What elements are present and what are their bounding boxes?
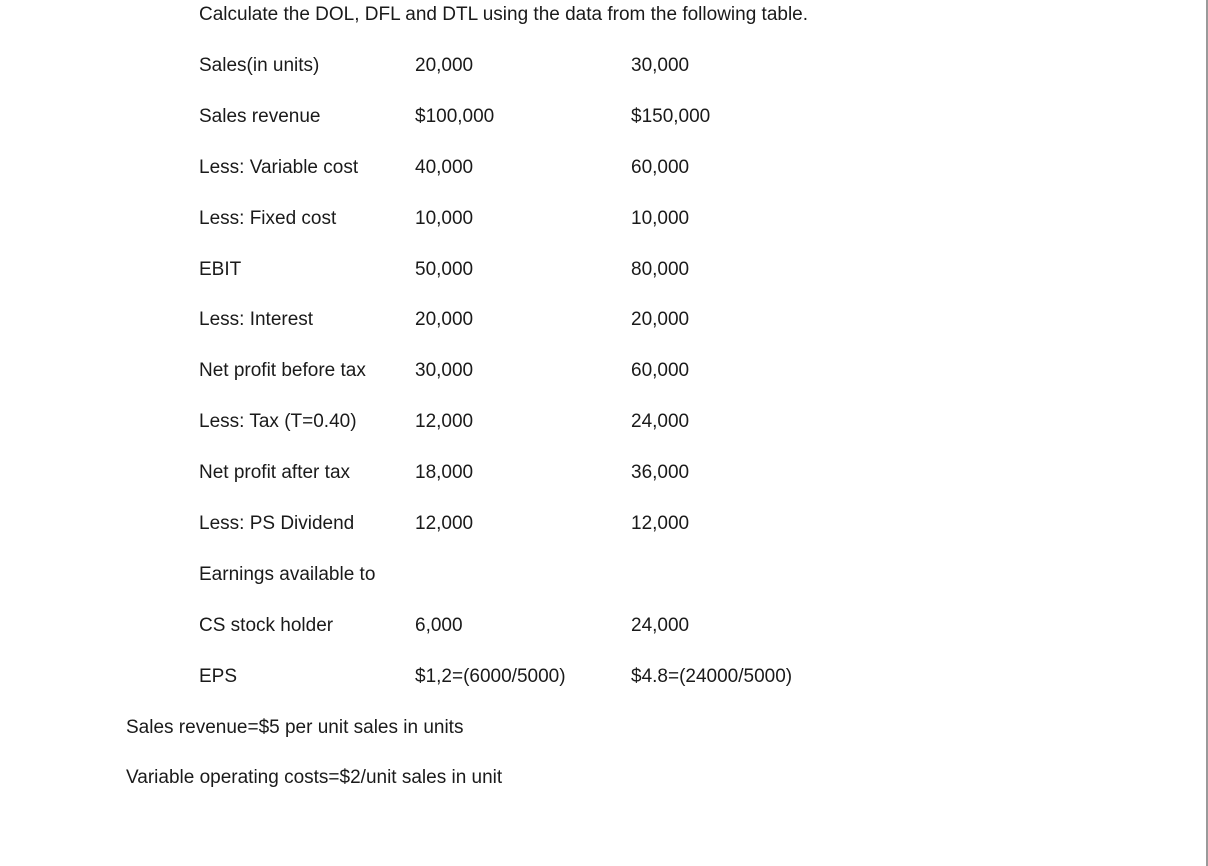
table-row xyxy=(0,104,1200,130)
table-row xyxy=(0,664,1200,690)
table-row xyxy=(0,155,1200,181)
row-label: Less: Tax (T=0.40) xyxy=(199,411,357,432)
value-col-2: 20,000 xyxy=(631,309,690,330)
value-col-1: 10,000 xyxy=(415,208,474,229)
row-label: Net profit before tax xyxy=(199,360,366,381)
table-row xyxy=(0,460,1200,486)
row-label: Less: Variable cost xyxy=(199,157,359,178)
row-label: Less: Fixed cost xyxy=(199,208,337,229)
row-label: Earnings available to xyxy=(199,564,376,585)
row-label: Less: Interest xyxy=(199,309,314,330)
value-col-1: 30,000 xyxy=(415,360,474,381)
row-label: Net profit after tax xyxy=(199,462,351,483)
row-label: Less: PS Dividend xyxy=(199,513,355,534)
row-label: EBIT xyxy=(199,259,242,280)
table-row xyxy=(0,53,1200,79)
value-col-1: 18,000 xyxy=(415,462,474,483)
value-col-1: 20,000 xyxy=(415,55,474,76)
table-row xyxy=(0,257,1200,283)
value-col-2: 36,000 xyxy=(631,462,690,483)
note-variable-costs: Variable operating costs=$2/unit sales in unit xyxy=(126,767,503,788)
value-col-2: 24,000 xyxy=(631,411,690,432)
row-label: CS stock holder xyxy=(199,615,334,636)
row-label: Sales(in units) xyxy=(199,55,320,76)
table-row xyxy=(0,307,1200,333)
value-col-2: 10,000 xyxy=(631,208,690,229)
value-col-1: 50,000 xyxy=(415,259,474,280)
table-row xyxy=(0,511,1200,537)
value-col-1: $1,2=(6000/5000) xyxy=(415,666,566,687)
value-col-1: 12,000 xyxy=(415,513,474,534)
note-sales-revenue: Sales revenue=$5 per unit sales in units xyxy=(126,717,464,738)
value-col-1: 6,000 xyxy=(415,615,463,636)
value-col-2: 60,000 xyxy=(631,360,690,381)
value-col-1: $100,000 xyxy=(415,106,495,127)
table-row xyxy=(0,206,1200,232)
value-col-1: 40,000 xyxy=(415,157,474,178)
value-col-2: 80,000 xyxy=(631,259,690,280)
value-col-2: $4.8=(24000/5000) xyxy=(631,666,793,687)
table-row xyxy=(0,562,1200,588)
value-col-2: $150,000 xyxy=(631,106,711,127)
value-col-2: 30,000 xyxy=(631,55,690,76)
table-row xyxy=(0,409,1200,435)
value-col-2: 12,000 xyxy=(631,513,690,534)
question-text: Calculate the DOL, DFL and DTL using the data from the following table. xyxy=(199,4,809,25)
table-row xyxy=(0,613,1200,639)
value-col-2: 60,000 xyxy=(631,157,690,178)
table-row xyxy=(0,358,1200,384)
row-label: Sales revenue xyxy=(199,106,321,127)
value-col-1: 12,000 xyxy=(415,411,474,432)
row-label: EPS xyxy=(199,666,238,687)
value-col-1: 20,000 xyxy=(415,309,474,330)
value-col-2: 24,000 xyxy=(631,615,690,636)
